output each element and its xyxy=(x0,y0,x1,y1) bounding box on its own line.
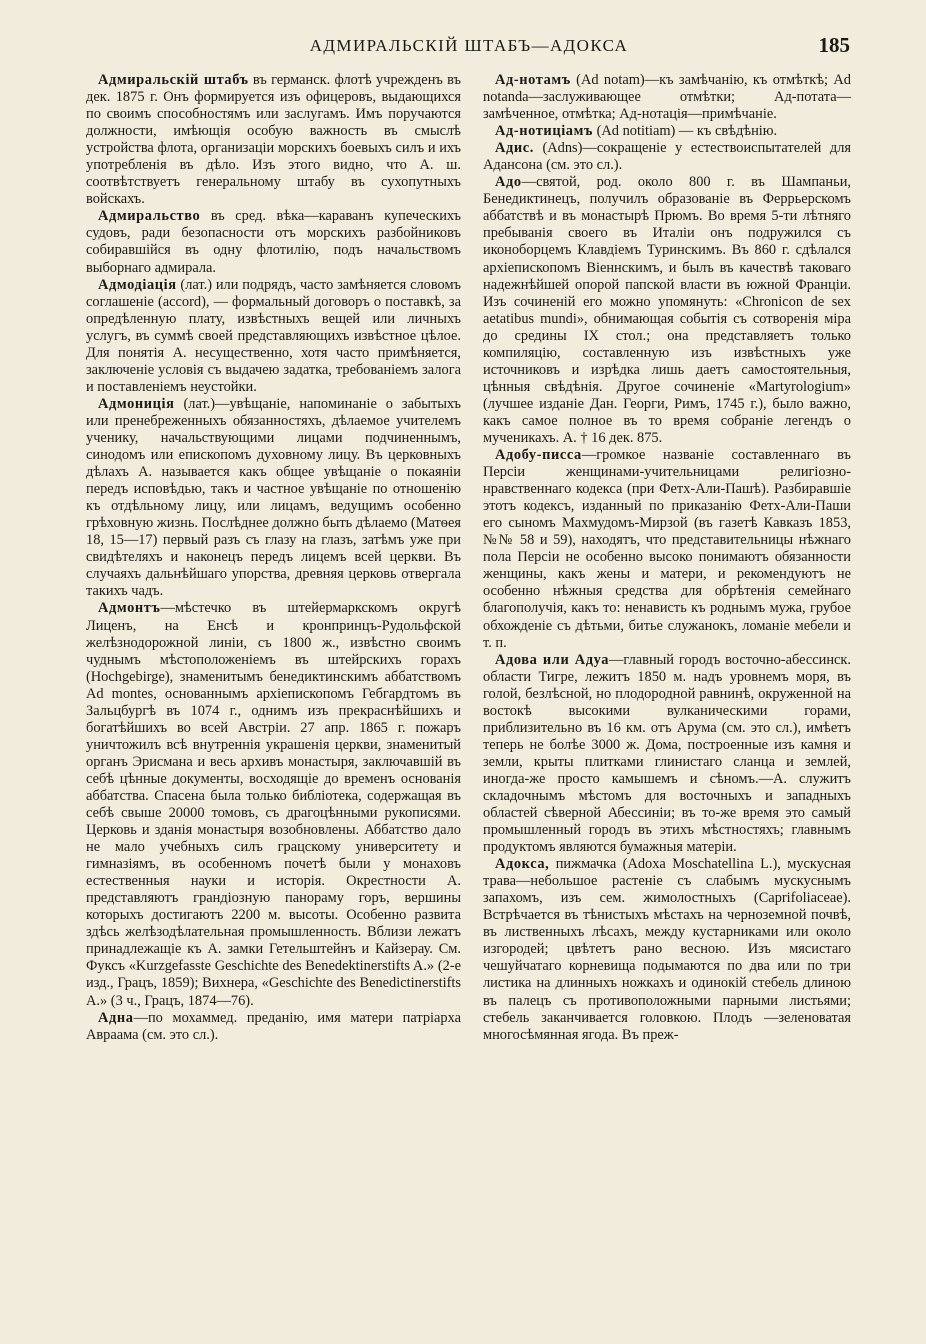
entry-text: (Ad notam)—къ замѣчанію, къ отмѣткѣ; Ad notanda—заслуживающее отмѣтки; Ад-потата—замѣченное, отмѣтка; Ад-нотація—примѣчаніе. xyxy=(483,72,851,123)
entry-text: въ сред. вѣка—караванъ купеческихъ судовъ, ради безопасности отъ морскихъ разбойниковъ собиравшійся въ одну флотилію, подъ начальствомъ выборнаго адмирала. xyxy=(86,208,461,276)
headword: Ад-нотамъ xyxy=(495,72,571,88)
headword: Ад-нотиціамъ xyxy=(495,123,593,140)
entry-adobu-pissa xyxy=(483,447,851,652)
entry-admont xyxy=(86,600,461,1009)
entry-text: (Adns)—сокращеніе у естествоиспытателей для Адансона (см. это сл.). xyxy=(483,140,851,174)
entry-text: (лат.) или подрядъ, часто замѣняется словомъ соглашеніе (accord), — формальный договоръ о поставкѣ, за опредѣленную плату, извѣстныхъ вещей или личныхъ услугъ, въ суммѣ своей представляющихъ извѣстное цѣлое. Для понятія А. несущественно, хотя часто примѣняется, заключеніе условія съ выдачею задатка, требованіемъ залога и поставленіемъ неустойки. xyxy=(86,276,461,395)
entry-adoksa xyxy=(483,856,851,1044)
left-column xyxy=(86,72,461,1044)
entry-adna xyxy=(86,1010,461,1044)
entry-adns xyxy=(483,140,851,174)
entry-text: —громкое названіе составленнаго въ Персіи женщинами-учительницами религіозно-нравственнаго кодекса (при Фетх-Али-Пашѣ). Разбиравшіе этотъ кодексъ, изданный по приказанію Фетх-Али-Паши его сыномъ Махмудомъ-Мирзой (въ газетѣ Кавказъ 1853, №№ 58 и 59), находятъ, что представительницы нѣжнаго пола Персіи не особенно высоко понимаютъ обязанности женщины, какъ жены и матери, и рекомендуютъ не особенно нѣжныя средства для обрѣтенія семейнаго благополучія, какъ то: ненависть къ роднымъ мужа, грубое обхожденіе съ дѣтьми, битье служанокъ, ломаніе мебели и т. п. xyxy=(483,447,851,651)
entry-text: —по мохаммед. преданію, имя матери патріарха Авраама (см. это сл.). xyxy=(86,1009,461,1043)
headword: Адис. xyxy=(495,140,534,157)
entry-admiralskiy-shtab xyxy=(86,72,461,208)
entry-text: —мѣстечко въ штейермаркскомъ округѣ Лиценъ, на Енсѣ и кронпринцъ-Рудольфской желѣзнодорожной линіи, съ 1800 ж., извѣстно своимъ чуднымъ мѣстоположеніемъ въ штейрскихъ горахъ (Hochgebirge), знаменитымъ бенедиктинскимъ аббатствомъ Ad montes, основаннымъ архіепископомъ Гебгардтомъ въ Зальцбургѣ въ 1074 г., однимъ изъ прекраснѣйшихъ и богатѣйшихъ во всей Австріи. 27 апр. 1865 г. пожаръ уничтожилъ всѣ внутреннія украшенія церкви, знаменитый органъ Эрисмана и весь архивъ монастыря, заключавшій въ себѣ цѣнные документы, восходящіе до временъ основанія аббатства. Спасена была только библіотека, содержащая въ себѣ свыше 20000 томовъ, съ драгоцѣнными рукописями. Церковь и зданія монастыря возобновлены. Аббатство дало не мало учебныхъ силъ грацскому университету и гимназіямъ, въ особенномъ почетѣ были у монаховъ естественныя науки и исторія. Окрестности А. представляютъ грандіозную панораму горъ, вершины которыхъ достигаютъ 2200 м. высоты. Особенно развита здѣсь желѣзодѣлательная промышленность. Вблизи лежатъ принадлежащіе къ А. замки Гетельштейнъ и Кайзерау. См. Фуксъ «Kurzgefasste Geschichte des Benedektinerstifts A.» (2-е изд., Грацъ, 1859); Вихнера, «Geschichte des Benedictinerstifts A.» (3 ч., Грацъ, 1874—76). xyxy=(86,600,461,1009)
headword: Адобу-писса xyxy=(495,447,582,464)
page-number: 185 xyxy=(818,33,850,57)
entry-text: пижмачка (Adoxa Moschatellina L.), мускусная трава—небольшое растеніе съ слабымъ мускуснымъ запахомъ, изъ сем. жимолостныхъ (Caprifoliaceae). Встрѣчается въ тѣнистыхъ мѣстахъ на черноземной почвѣ, въ лиственныхъ лѣсахъ, между кустарниками или около изгородей; цвѣтетъ рано весною. Изъ мясистаго чешуйчатаго корневища подымаются по два или по три листика на длинныхъ ножкахъ и одинокій стебель длиною въ палецъ съ противоположными парными листьями; стебель заканчивается головкою. Плодъ —зеленоватая многосѣмянная ягода. Въ преж- xyxy=(483,856,851,1043)
entry-text: (лат.)—увѣщаніе, напоминаніе о забытыхъ или пренебреженныхъ обязанностяхъ, дѣлаемое учителемъ ученику, начальствующими лицами подчиненнымъ, синодомъ или епископомъ духовному лицу. Въ церковныхъ дѣлахъ А. называется какъ общее увѣщаніе о покаяніи передъ исповѣдью, такъ и частное увѣщаніе по отношенію къ отдѣльному лицу, или лицамъ, ведущимъ особенно грѣховную жизнь. Послѣднее должно быть дѣлаемо (Матѳея 18, 15—17) первый разъ съ глазу на глазъ, затѣмъ уже при свидѣтеляхъ и наконецъ передъ лицемъ всей церкви. Въ случаяхъ дальнѣйшаго упорства, древняя церковь отвергала такихъ чадъ. xyxy=(86,395,461,600)
entry-admonitsiya xyxy=(86,396,461,601)
headword: Адмиральство xyxy=(98,208,201,225)
entry-ad-notam xyxy=(483,72,851,123)
headword: Адмониція xyxy=(98,395,175,412)
entry-text: —святой, род. около 800 г. въ Шампаньи, Бенедиктинецъ, получилъ образованіе въ Феррьерскомъ аббатствѣ и въ монастырѣ Прюмъ. Во время 5-ти лѣтняго пребыванія своего въ Италіи онъ подружился съ иконоборцемъ Клавдіемъ Туринскимъ. Въ 860 г. сдѣлался архіепископомъ Віеннскимъ, и былъ въ качествѣ таковаго надежнѣйшей опорой папской власти въ южной Франціи. Изъ сочиненій его можно упомянуть: «Chronicon de sex aetatibus mundi», обнимающая событія съ сотворенія міра до средины IX стол.; она представляетъ только компиляцію, составленную изъ извѣстныхъ уже источниковъ и изрѣдка лишь даетъ самостоятельныя, цѣнныя свѣдѣнія. Другое сочиненіе «Martyrologium» (лучшее изданіе Дан. Георги, Римъ, 1745 г.), было важно, какъ самое полное въ то время собраніе легендъ о мученикахъ. А. † 16 дек. 875. xyxy=(483,174,851,446)
right-column xyxy=(483,72,851,1044)
headword: Адмиральскій штабъ xyxy=(98,72,249,88)
page-header xyxy=(88,33,850,60)
entry-ado xyxy=(483,174,851,447)
entry-text: (Ad notitiam) — къ свѣдѣнію. xyxy=(593,123,778,140)
entry-text: въ германск. флотѣ учрежденъ въ дек. 1875 г. Онъ формируется изъ офицеровъ, выдающихся по своимъ способностямъ или заслугамъ. Имъ поручаются должности, имѣющія особую важность въ смыслѣ устройства флота, организаціи морскихъ боевыхъ силъ и ихъ употребленія въ дѣло. Изъ этого видно, что А. ш. соотвѣтствуетъ генеральному штабу въ сухопутныхъ войскахъ. xyxy=(86,72,461,208)
headword: Адова или Адуа xyxy=(495,651,610,668)
entry-ad-notitiam xyxy=(483,123,851,140)
headword: Адмодіація xyxy=(98,276,177,293)
entry-admodiatsiya xyxy=(86,277,461,396)
running-head: АДМИРАЛЬСКІЙ ШТАБЪ—АДОКСА xyxy=(309,36,629,55)
headword: Адо xyxy=(495,174,522,191)
headword: Адмонтъ xyxy=(98,600,161,617)
headword: Адокса, xyxy=(495,856,550,873)
entry-adova xyxy=(483,652,851,857)
entry-admiralstvo xyxy=(86,208,461,276)
headword: Адна xyxy=(98,1009,134,1026)
entry-text: —главный городъ восточно-абессинск. области Тигре, лежитъ 1850 м. надъ уровнемъ моря, въ голой, безлѣсной, но плодородной равнинѣ, окруженной на востокѣ высокими вулканическими горами, приблизительно въ 16 км. отъ Арума (см. это сл.), имѣетъ теперь не болѣе 3000 ж. Дома, построенные изъ камня и земли, крыты плитками глинистаго сланца и землей, иногда-же просто камышемъ и сѣномъ.—А. служитъ складочнымъ мѣстомъ для восточныхъ и западныхъ областей сѣверной Абессиніи; въ то-же время это самый промышленный городъ въ этихъ мѣстностяхъ; главнымъ продуктомъ являются бумажныя матеріи. xyxy=(483,651,851,856)
